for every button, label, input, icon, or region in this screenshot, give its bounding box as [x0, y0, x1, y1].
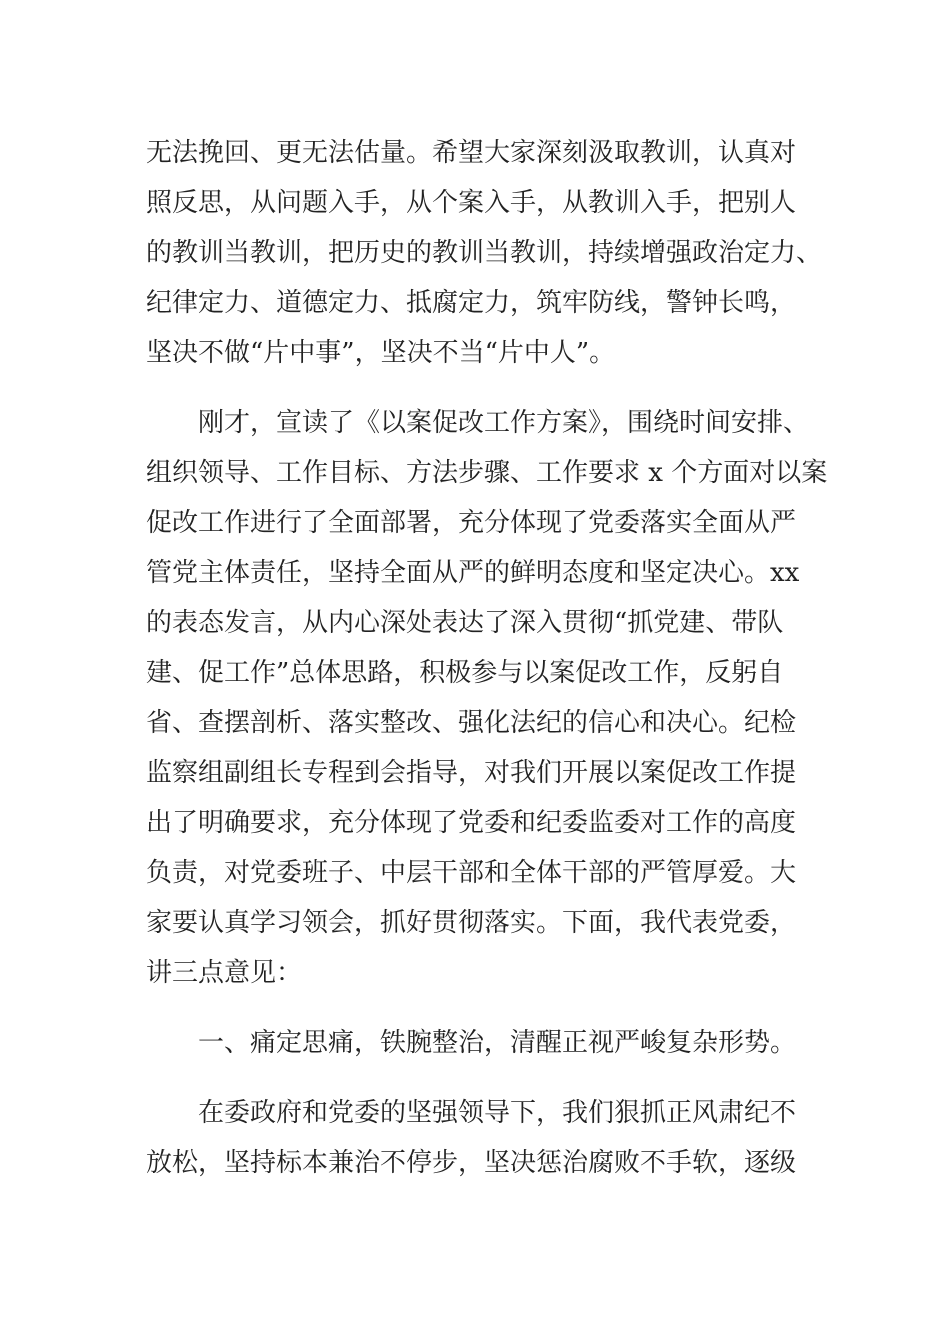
text-line: 刚才，宣读了《以案促改工作方案》，围绕时间安排、 [198, 408, 810, 438]
text-line: 无法挽回、更无法估量。希望大家深刻汲取教训，认真对 [146, 138, 797, 168]
paragraph-3 [146, 1088, 811, 1188]
text-line: 促改工作进行了全面部署，充分体现了党委落实全面从严 [146, 508, 797, 538]
paragraph-2 [146, 398, 828, 998]
text-line: 组织领导、工作目标、方法步骤、工作要求 x 个方面对以案 [146, 458, 828, 488]
text-line: 的教训当教训，把历史的教训当教训，持续增强政治定力、 [146, 238, 823, 268]
text-line: 家要认真学习领会，抓好贯彻落实。下面，我代表党委， [146, 908, 797, 938]
text-line: 照反思，从问题入手，从个案入手，从教训入手，把别人 [146, 188, 797, 218]
section-heading-text: 一、痛定思痛，铁腕整治，清醒正视严峻复杂形势。 [198, 1028, 797, 1058]
text-line: 在委政府和党委的坚强领导下，我们狠抓正风肃纪不 [198, 1098, 797, 1128]
text-line: 出了明确要求，充分体现了党委和纪委监委对工作的高度 [146, 808, 797, 838]
text-line: 的表态发言，从内心深处表达了深入贯彻“抓党建、带队 [146, 608, 784, 638]
text-line: 管党主体责任，坚持全面从严的鲜明态度和坚定决心。xx [146, 558, 800, 588]
paragraph-1 [146, 128, 823, 378]
text-line: 放松，坚持标本兼治不停步，坚决惩治腐败不手软，逐级 [146, 1148, 797, 1178]
text-line: 纪律定力、道德定力、抵腐定力，筑牢防线，警钟长鸣， [146, 288, 797, 318]
text-line: 监察组副组长专程到会指导，对我们开展以案促改工作提 [146, 758, 797, 788]
text-line: 省、查摆剖析、落实整改、强化法纪的信心和决心。纪检 [146, 708, 797, 738]
text-line: 负责，对党委班子、中层干部和全体干部的严管厚爱。大 [146, 858, 797, 888]
document-body [146, 128, 828, 1208]
text-line: 坚决不做“片中事”，坚决不当“片中人”。 [146, 338, 616, 368]
text-line: 建、促工作”总体思路，积极参与以案促改工作，反躬自 [146, 658, 784, 688]
text-line: 讲三点意见： [146, 958, 303, 988]
section-heading [146, 1018, 811, 1068]
